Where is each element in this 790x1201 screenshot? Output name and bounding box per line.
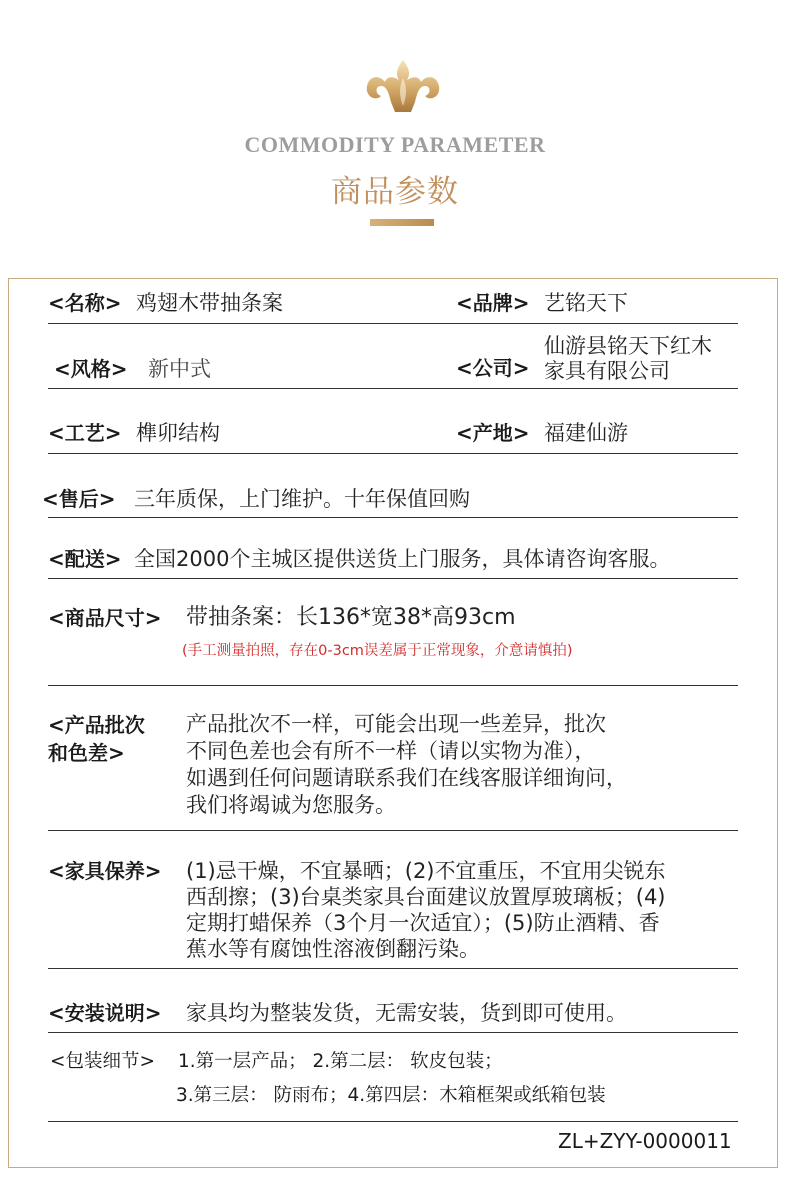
size-note: (手工测量拍照，存在0-3cm误差属于正常现象，介意请慎拍) xyxy=(182,643,573,659)
batch-line: 不同色差也会有所不一样（请以实物为准）， xyxy=(186,739,596,763)
care-line: 蕉水等有腐蚀性溶液倒翻污染。 xyxy=(186,937,480,961)
install-label: <安装说明> xyxy=(48,1001,162,1025)
company-value-line1: 仙游县铭天下红木 xyxy=(544,334,712,358)
divider xyxy=(48,578,738,579)
size-value: 带抽条案：长136*宽38*高93cm xyxy=(186,605,516,630)
batch-label-line2: 和色差> xyxy=(48,741,125,765)
origin-value: 福建仙游 xyxy=(544,421,628,445)
care-line: 西刮擦；(3)台桌类家具台面建议放置厚玻璃板；(4) xyxy=(186,885,666,909)
title-underline xyxy=(370,219,434,226)
product-code: ZL+ZYY-0000011 xyxy=(558,1129,732,1153)
gold-lotus-ornament-icon xyxy=(365,58,441,114)
after-sales-value: 三年质保，上门维护。十年保值回购 xyxy=(134,487,470,511)
style-label: <风格> xyxy=(54,357,128,381)
divider xyxy=(48,830,738,831)
divider xyxy=(48,517,738,518)
company-value-line2: 家具有限公司 xyxy=(544,359,670,383)
divider xyxy=(48,388,738,389)
batch-line: 如遇到任何问题请联系我们在线客服详细询问， xyxy=(186,766,627,790)
style-value: 新中式 xyxy=(148,357,211,381)
divider xyxy=(48,453,738,454)
delivery-label: <配送> xyxy=(48,547,122,571)
origin-label: <产地> xyxy=(456,421,530,445)
name-value: 鸡翅木带抽条案 xyxy=(136,291,283,315)
divider xyxy=(48,1121,738,1122)
title-english: COMMODITY PARAMETER xyxy=(244,132,546,157)
divider xyxy=(48,1032,738,1033)
after-sales-label: <售后> xyxy=(42,487,116,511)
size-label: <商品尺寸> xyxy=(48,606,162,630)
packing-line2: 3.第三层： 防雨布；4.第四层：木箱框架或纸箱包装 xyxy=(176,1085,606,1106)
batch-line: 我们将竭诚为您服务。 xyxy=(186,793,396,817)
packing-line1: 1.第一层产品； 2.第二层： 软皮包装； xyxy=(178,1051,503,1072)
name-label: <名称> xyxy=(48,291,122,315)
divider xyxy=(48,323,738,324)
packing-label: <包装细节> xyxy=(50,1051,156,1072)
care-line: (1)忌干燥，不宜暴晒；(2)不宜重压，不宜用尖锐东 xyxy=(186,859,666,883)
care-label: <家具保养> xyxy=(48,859,162,883)
craft-value: 榫卯结构 xyxy=(136,421,220,445)
brand-value: 艺铭天下 xyxy=(544,291,628,315)
batch-label-line1: <产品批次 xyxy=(48,713,145,737)
craft-label: <工艺> xyxy=(48,421,122,445)
batch-line: 产品批次不一样，可能会出现一些差异，批次 xyxy=(186,712,606,736)
title-chinese: 商品参数 xyxy=(331,174,459,210)
brand-label: <品牌> xyxy=(456,291,530,315)
divider xyxy=(48,685,738,686)
divider xyxy=(48,968,738,969)
install-value: 家具均为整装发货，无需安装，货到即可使用。 xyxy=(186,1001,627,1025)
company-label: <公司> xyxy=(456,356,530,380)
delivery-value: 全国2000个主城区提供送货上门服务，具体请咨询客服。 xyxy=(134,547,671,571)
care-line: 定期打蜡保养（3个月一次适宜）；(5)防止酒精、香 xyxy=(186,911,660,935)
